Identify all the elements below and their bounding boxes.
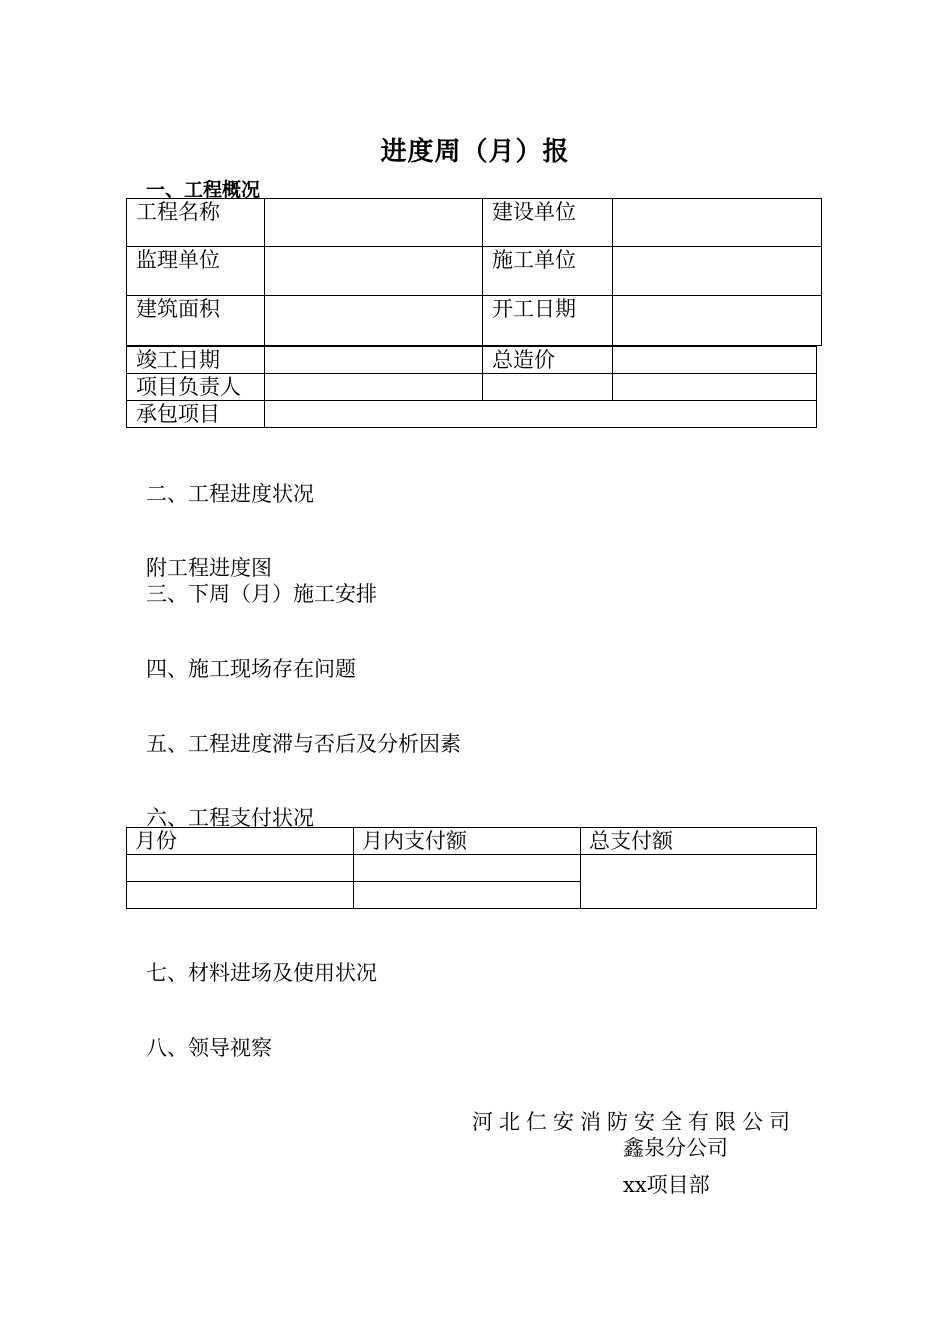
page-title: 进度周（月）报	[380, 137, 570, 167]
section-3-heading: 三、下周（月）施工安排	[146, 582, 377, 606]
overview-value-contract-items	[265, 401, 817, 428]
payment-table	[126, 827, 817, 909]
section-5-heading: 五、工程进度滞与否后及分析因素	[146, 732, 461, 756]
overview-cell-empty	[483, 374, 613, 401]
overview-label-total-cost: 总造价	[483, 347, 613, 374]
payment-cell	[354, 855, 581, 882]
signature-department: xx项目部	[623, 1173, 710, 1197]
overview-label-manager: 项目负责人	[127, 374, 265, 401]
signature-company: 河北仁安消防安全有限公司	[472, 1110, 796, 1134]
overview-label-start-date: 开工日期	[483, 296, 613, 346]
progress-chart-note: 附工程进度图	[146, 556, 272, 580]
payment-total-cell	[581, 855, 817, 909]
overview-value-supervisor	[265, 247, 483, 296]
payment-cell	[127, 855, 354, 882]
section-7-heading: 七、材料进场及使用状况	[146, 961, 377, 985]
overview-cell-empty	[613, 374, 817, 401]
payment-header-total: 总支付额	[581, 828, 817, 855]
payment-cell	[354, 882, 581, 909]
overview-value-project-name	[265, 199, 483, 247]
overview-value-client	[613, 199, 822, 247]
overview-label-supervisor: 监理单位	[127, 247, 265, 296]
overview-value-contractor	[613, 247, 822, 296]
overview-table-top	[126, 198, 822, 346]
signature-branch: 鑫泉分公司	[623, 1136, 728, 1160]
payment-cell	[127, 882, 354, 909]
overview-label-client: 建设单位	[483, 199, 613, 247]
overview-label-contract-items: 承包项目	[127, 401, 265, 428]
overview-label-completion-date: 竣工日期	[127, 347, 265, 374]
overview-label-project-name: 工程名称	[127, 199, 265, 247]
overview-label-contractor: 施工单位	[483, 247, 613, 296]
section-8-heading: 八、领导视察	[146, 1036, 272, 1060]
overview-table-bottom	[126, 346, 817, 428]
overview-value-completion-date	[265, 347, 483, 374]
section-2-heading: 二、工程进度状况	[146, 482, 314, 506]
overview-value-manager	[265, 374, 483, 401]
overview-value-area	[265, 296, 483, 346]
section-1-heading: 一、工程概况	[146, 179, 261, 201]
overview-value-start-date	[613, 296, 822, 346]
payment-header-month: 月份	[127, 828, 354, 855]
overview-value-total-cost	[613, 347, 817, 374]
overview-label-area: 建筑面积	[127, 296, 265, 346]
section-6-heading: 六、工程支付状况	[146, 806, 314, 830]
section-4-heading: 四、施工现场存在问题	[146, 657, 356, 681]
payment-header-monthly: 月内支付额	[354, 828, 581, 855]
